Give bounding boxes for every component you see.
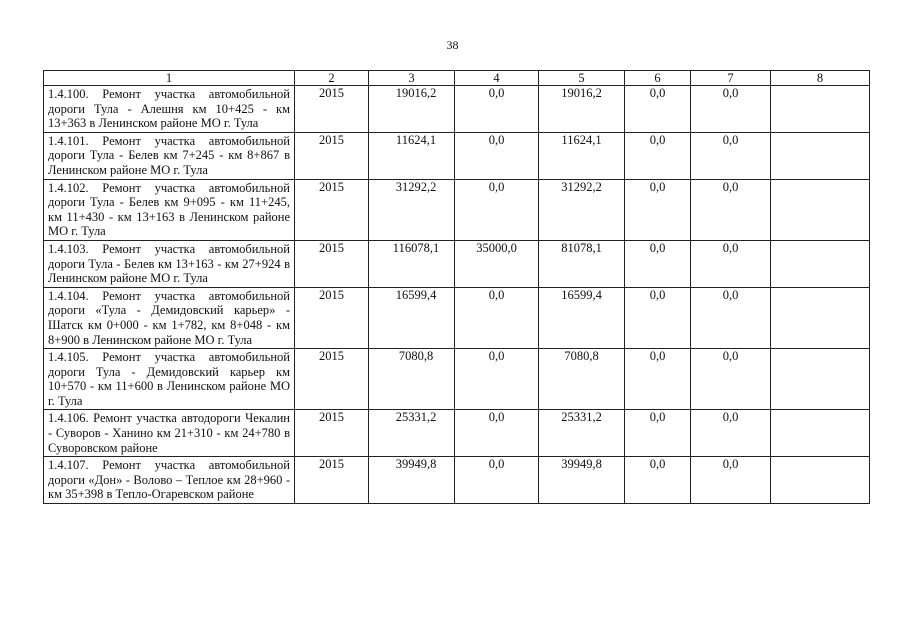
column-header-3: 3 (369, 71, 455, 86)
table-row (44, 240, 870, 287)
row-col-3: 11624,1 (369, 132, 455, 179)
row-col-7: 0,0 (691, 240, 771, 287)
row-col-4: 0,0 (455, 410, 539, 457)
row-col-5: 31292,2 (539, 179, 625, 240)
row-col-8 (771, 349, 870, 410)
row-description: 1.4.107. Ремонт участка автомобильной дороги «Дон» - Волово – Теплое км 28+960 - км 35+398 в Тепло-Огаревском районе (44, 457, 295, 504)
row-col-6: 0,0 (625, 287, 691, 348)
row-col-6: 0,0 (625, 349, 691, 410)
column-header-8: 8 (771, 71, 870, 86)
row-col-8 (771, 287, 870, 348)
row-col-5: 25331,2 (539, 410, 625, 457)
row-description: 1.4.106. Ремонт участка автодороги Чекалин - Суворов - Ханино км 21+310 - км 24+780 в Суворовском районе (44, 410, 295, 457)
table-row (44, 349, 870, 410)
column-header-5: 5 (539, 71, 625, 86)
row-col-3: 39949,8 (369, 457, 455, 504)
row-col-6: 0,0 (625, 132, 691, 179)
row-col-8 (771, 240, 870, 287)
row-col-8 (771, 132, 870, 179)
row-col-3: 16599,4 (369, 287, 455, 348)
row-year: 2015 (295, 349, 369, 410)
row-col-5: 19016,2 (539, 86, 625, 133)
row-col-7: 0,0 (691, 457, 771, 504)
row-col-5: 7080,8 (539, 349, 625, 410)
row-year: 2015 (295, 410, 369, 457)
row-col-7: 0,0 (691, 179, 771, 240)
header-row (44, 71, 870, 86)
row-col-8 (771, 457, 870, 504)
row-col-7: 0,0 (691, 86, 771, 133)
table-row (44, 86, 870, 133)
row-description: 1.4.101. Ремонт участка автомобильной дороги Тула - Белев км 7+245 - км 8+867 в Ленинском районе МО г. Тула (44, 132, 295, 179)
row-col-4: 0,0 (455, 287, 539, 348)
row-col-5: 11624,1 (539, 132, 625, 179)
row-col-4: 0,0 (455, 457, 539, 504)
row-col-7: 0,0 (691, 349, 771, 410)
row-col-3: 19016,2 (369, 86, 455, 133)
row-year: 2015 (295, 457, 369, 504)
page-number: 38 (446, 38, 459, 52)
row-description: 1.4.104. Ремонт участка автомобильной дороги «Тула - Демидовский карьер» - Шатск км 0+000 - км 1+782, км 8+048 - км 8+900 в Ленинском районе МО г. Тула (44, 287, 295, 348)
budget-table (43, 70, 870, 504)
row-description: 1.4.103. Ремонт участка автомобильной дороги Тула - Белев км 13+163 - км 27+924 в Ленинском районе МО г. Тула (44, 240, 295, 287)
column-header-1: 1 (44, 71, 295, 86)
row-col-6: 0,0 (625, 457, 691, 504)
row-col-4: 0,0 (455, 349, 539, 410)
row-description: 1.4.100. Ремонт участка автомобильной дороги Тула - Алешня км 10+425 - км 13+363 в Ленинском районе МО г. Тула (44, 86, 295, 133)
row-col-6: 0,0 (625, 240, 691, 287)
row-col-7: 0,0 (691, 132, 771, 179)
row-col-5: 39949,8 (539, 457, 625, 504)
row-col-3: 116078,1 (369, 240, 455, 287)
column-header-4: 4 (455, 71, 539, 86)
row-col-3: 31292,2 (369, 179, 455, 240)
row-col-3: 25331,2 (369, 410, 455, 457)
table-row (44, 457, 870, 504)
table-row (44, 132, 870, 179)
row-col-3: 7080,8 (369, 349, 455, 410)
row-col-4: 0,0 (455, 179, 539, 240)
row-col-4: 0,0 (455, 132, 539, 179)
row-col-8 (771, 410, 870, 457)
column-header-6: 6 (625, 71, 691, 86)
row-year: 2015 (295, 132, 369, 179)
row-year: 2015 (295, 179, 369, 240)
column-header-2: 2 (295, 71, 369, 86)
row-description: 1.4.102. Ремонт участка автомобильной дороги Тула - Белев км 9+095 - км 11+245, км 11+430 - км 13+163 в Ленинском районе МО г. Тула (44, 179, 295, 240)
table-row (44, 179, 870, 240)
row-col-5: 16599,4 (539, 287, 625, 348)
row-year: 2015 (295, 240, 369, 287)
row-col-5: 81078,1 (539, 240, 625, 287)
row-col-7: 0,0 (691, 410, 771, 457)
row-col-8 (771, 179, 870, 240)
row-year: 2015 (295, 86, 369, 133)
row-col-8 (771, 86, 870, 133)
table-row (44, 287, 870, 348)
row-col-7: 0,0 (691, 287, 771, 348)
row-col-4: 35000,0 (455, 240, 539, 287)
row-col-4: 0,0 (455, 86, 539, 133)
row-col-6: 0,0 (625, 179, 691, 240)
row-description: 1.4.105. Ремонт участка автомобильной дороги Тула - Демидовский карьер км 10+570 - км 11+600 в Ленинском районе МО г. Тула (44, 349, 295, 410)
row-year: 2015 (295, 287, 369, 348)
row-col-6: 0,0 (625, 410, 691, 457)
column-header-7: 7 (691, 71, 771, 86)
table-row (44, 410, 870, 457)
row-col-6: 0,0 (625, 86, 691, 133)
